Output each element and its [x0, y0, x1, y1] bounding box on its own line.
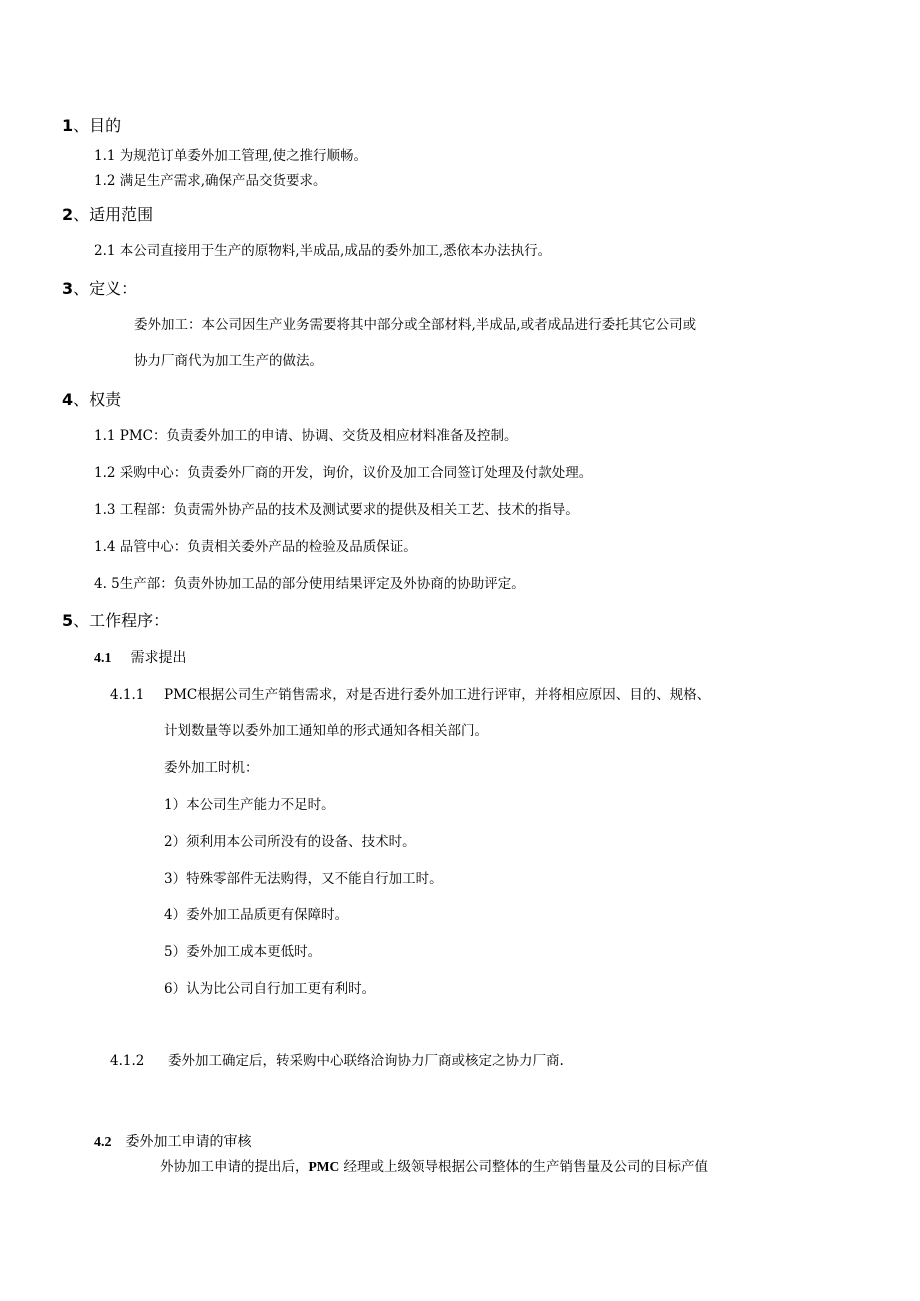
item-4-1-1-text: PMC根据公司生产销售需求，对是否进行委外加工进行评审，并将相应原因、目的、规格、: [164, 687, 711, 703]
paragraph-text: 经理或上级领导根据公司整体的生产销售量及公司的目标产值: [339, 1159, 709, 1175]
list-item: 2.1 本公司直接用于生产的原物料,半成品,成品的委外加工,悉依本办法执行。: [94, 243, 552, 259]
paragraph: [160, 1159, 708, 1175]
subsection-4-2-heading: [94, 1134, 252, 1152]
item-4-1-2-number: 4.1.2: [110, 1053, 145, 1069]
section-4-heading: [62, 390, 121, 409]
timing-label: 委外加工时机：: [164, 760, 259, 776]
section-number: 1: [62, 116, 74, 135]
item-4-1-1-text: 计划数量等以委外加工通知单的形式通知各相关部门。: [164, 723, 488, 739]
section-number: 5: [62, 611, 74, 630]
subsection-title: 需求提出: [130, 650, 187, 666]
list-item: 3）特殊零部件无法购得，又不能自行加工时。: [164, 871, 443, 887]
section-5-heading: [62, 611, 169, 630]
list-item: 6）认为比公司自行加工更有利时。: [164, 981, 376, 997]
subsection-number: 4.2: [94, 1135, 112, 1150]
section-title: 、权责: [73, 390, 122, 409]
section-2-heading: [62, 205, 153, 224]
list-item: 1.4 品管中心：负责相关委外产品的检验及品质保证。: [94, 539, 417, 555]
list-item: 1）本公司生产能力不足时。: [164, 797, 335, 813]
item-4-1-1-number: 4.1.1: [110, 687, 145, 703]
section-title: 、工作程序：: [73, 611, 170, 630]
paragraph-text: 外协加工申请的提出后，: [160, 1159, 309, 1175]
definition-line: 委外加工：本公司因生产业务需要将其中部分或全部材料,半成品,或者成品进行委托其它公司或: [134, 317, 697, 333]
section-title: 、适用范围: [73, 205, 154, 224]
definition-line: 协力厂商代为加工生产的做法。: [134, 353, 323, 369]
section-number: 2: [62, 205, 74, 224]
section-3-heading: [62, 279, 137, 298]
section-1-heading: [62, 116, 121, 135]
item-4-1-2-text: 委外加工确定后，转采购中心联络洽询协力厂商或核定之协力厂商.: [168, 1053, 564, 1069]
list-item: 4）委外加工品质更有保障时。: [164, 907, 349, 923]
list-item: 1.3 工程部：负责需外协产品的技术及测试要求的提供及相关工艺、技术的指导。: [94, 502, 579, 518]
pmc-term: PMC: [308, 1159, 340, 1174]
subsection-number: 4.1: [94, 651, 112, 666]
list-item: 1.2 满足生产需求,确保产品交货要求。: [94, 173, 327, 189]
list-item: 1.1 PMC：负责委外加工的申请、协调、交货及相应材料准备及控制。: [94, 428, 518, 444]
section-number: 4: [62, 390, 74, 409]
section-title: 、目的: [73, 116, 122, 135]
list-item: 4. 5生产部：负责外协加工品的部分使用结果评定及外协商的协助评定。: [94, 576, 525, 592]
subsection-4-1-heading: [94, 650, 187, 668]
section-title: 、定义：: [73, 279, 138, 298]
subsection-title: 委外加工申请的审核: [125, 1134, 252, 1150]
list-item: 1.1 为规范订单委外加工管理,使之推行顺畅。: [94, 148, 368, 164]
list-item: 5）委外加工成本更低时。: [164, 944, 322, 960]
list-item: 2）须利用本公司所没有的设备、技术时。: [164, 834, 416, 850]
list-item: 1.2 采购中心：负责委外厂商的开发，询价，议价及加工合同签订处理及付款处理。: [94, 465, 593, 481]
section-number: 3: [62, 279, 74, 298]
